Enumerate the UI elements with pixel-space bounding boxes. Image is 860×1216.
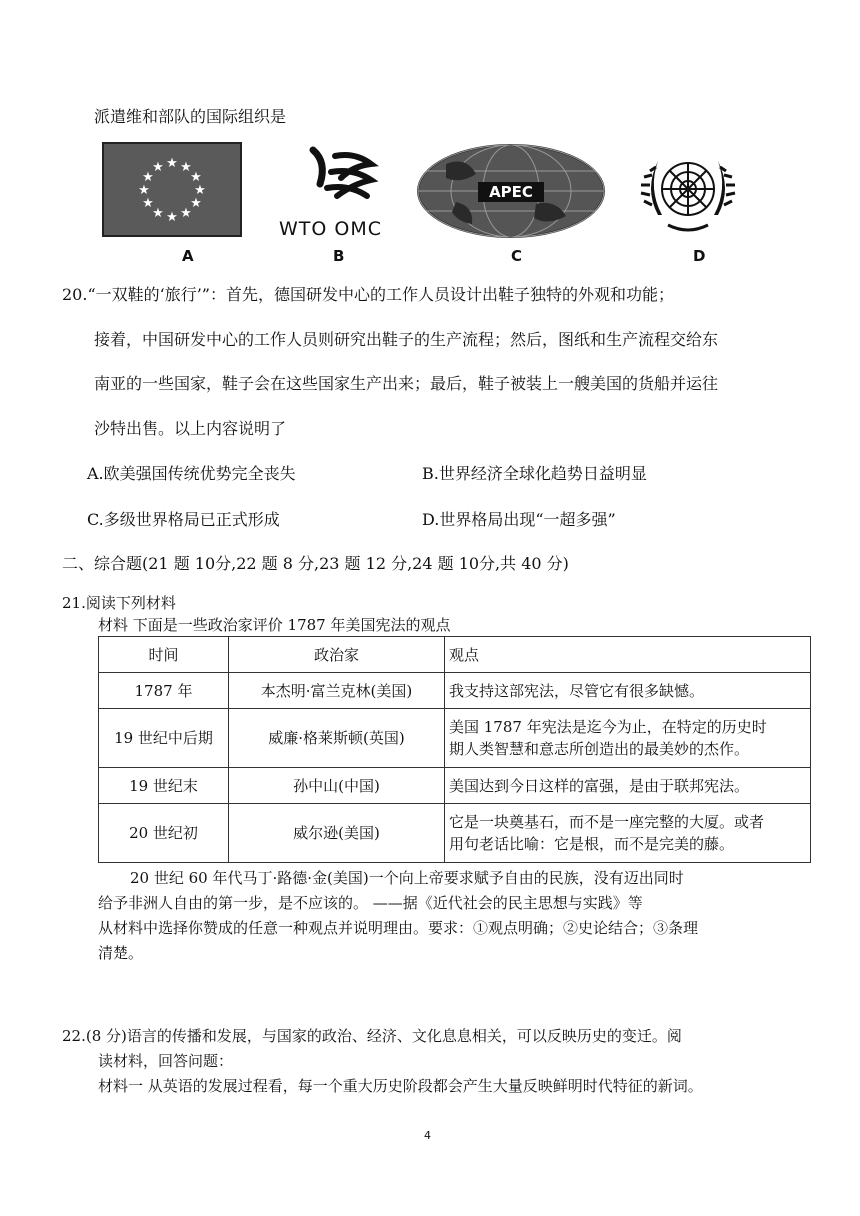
table-cell-time: 19 世纪末 <box>99 768 229 804</box>
option-letter-b: B <box>333 247 345 265</box>
table-cell-view <box>445 804 811 863</box>
svg-text:★: ★ <box>138 183 150 198</box>
table-cell-view <box>445 768 811 804</box>
svg-text:★: ★ <box>142 170 154 185</box>
table-header-row <box>99 637 811 673</box>
question-20-option-b: B.世界经济全球化趋势日益明显 <box>422 464 647 483</box>
section-2-heading: 二、综合题(21 题 10分,22 题 8 分,23 题 12 分,24 题 10分,共 40 分) <box>62 554 569 573</box>
option-letter-c: C <box>511 247 523 265</box>
question-22-line-3: 材料一 从英语的发展过程看，每一个重大历史阶段都会产生大量反映鲜明时代特征的新词。 <box>98 1077 703 1095</box>
option-a-logo <box>102 142 242 237</box>
question-21-after-line-2: 给予非洲人自由的第一步，是不应该的。 ——据《近代社会的民主思想与实践》等 <box>98 894 643 912</box>
table-cell-person: 威廉·格莱斯顿(英国) <box>229 709 445 768</box>
question-20-option-c: C.多级世界格局已正式形成 <box>87 510 280 529</box>
apec-logo-text: APEC <box>489 183 533 201</box>
table-cell-time: 20 世纪初 <box>99 804 229 863</box>
table-cell-person: 威尔逊(美国) <box>229 804 445 863</box>
question-21-title: 21.阅读下列材料 <box>62 594 176 612</box>
table-cell-time: 19 世纪中后期 <box>99 709 229 768</box>
eu-flag-icon <box>102 142 242 237</box>
option-d-logo <box>638 145 738 240</box>
view-line: 它是一块奠基石，而不是一座完整的大厦。或者 <box>449 813 765 831</box>
page-number: 4 <box>424 1129 431 1142</box>
view-line: 我支持这部宪法，尽管它有很多缺憾。 <box>449 681 705 700</box>
un-emblem-icon <box>638 145 738 240</box>
svg-text:★: ★ <box>142 196 154 211</box>
table-cell-view <box>445 673 811 709</box>
table-cell-person: 本杰明·富兰克林(美国) <box>229 673 445 709</box>
table-row <box>99 768 811 804</box>
constitution-views-table <box>98 636 811 863</box>
svg-text:★: ★ <box>194 183 206 198</box>
wto-logo-icon <box>275 142 415 202</box>
view-line: 美国达到今日这样的富强，是由于联邦宪法。 <box>449 776 750 795</box>
question-22-line-2: 读材料，回答问题： <box>98 1052 234 1070</box>
question-19-tail: 派遣维和部队的国际组织是 <box>94 107 287 126</box>
question-21-material: 材料 下面是一些政治家评价 1787 年美国宪法的观点 <box>98 616 451 634</box>
table-cell-view <box>445 709 811 768</box>
option-letter-d: D <box>693 247 706 265</box>
view-line: 美国 1787 年宪法是迄今为止，在特定的历史时 <box>449 718 767 736</box>
svg-text:★: ★ <box>166 210 178 225</box>
table-header-view: 观点 <box>445 637 811 673</box>
table-row <box>99 804 811 863</box>
svg-text:★: ★ <box>180 160 192 175</box>
question-20-line-2: 接着，中国研发中心的工作人员则研究出鞋子的生产流程；然后，图纸和生产流程交给东 <box>94 330 719 349</box>
svg-text:★: ★ <box>190 196 202 211</box>
table-cell-time: 1787 年 <box>99 673 229 709</box>
question-20-line-1: 20.“一双鞋的‘旅行’”：首先，德国研发中心的工作人员设计出鞋子独特的外观和功能； <box>62 285 674 304</box>
wto-logo-text: WTO OMC <box>279 218 383 240</box>
question-20-option-d: D.世界格局出现“一超多强” <box>422 510 616 529</box>
table-cell-person: 孙中山(中国) <box>229 768 445 804</box>
question-21-after-line-1: 20 世纪 60 年代马丁·路德·金(美国)一个向上帝要求赋予自由的民族，没有迈出同时 <box>130 869 684 887</box>
table-header-person: 政治家 <box>229 637 445 673</box>
table-row <box>99 709 811 768</box>
view-line: 用句老话比喻：它是根，而不是完美的藤。 <box>449 835 735 853</box>
question-22-line-1: 22.(8 分)语言的传播和发展，与国家的政治、经济、文化息息相关，可以反映历史的变迁。阅 <box>62 1027 682 1045</box>
question-20-line-4: 沙特出售。以上内容说明了 <box>94 419 287 438</box>
table-row <box>99 673 811 709</box>
svg-text:★: ★ <box>152 206 164 221</box>
table-header-time: 时间 <box>99 637 229 673</box>
option-b-logo <box>275 142 415 242</box>
question-20-line-3: 南亚的一些国家，鞋子会在这些国家生产出来；最后，鞋子被装上一艘美国的货船并运往 <box>94 374 719 393</box>
option-letter-a: A <box>182 247 194 265</box>
option-c-logo <box>416 144 606 239</box>
svg-text:★: ★ <box>180 206 192 221</box>
question-21-after-line-3: 从材料中选择你赞成的任意一种观点并说明理由。要求：①观点明确；②史论结合；③条理 <box>98 919 699 937</box>
svg-text:★: ★ <box>190 170 202 185</box>
svg-text:★: ★ <box>166 156 178 171</box>
svg-text:★: ★ <box>152 160 164 175</box>
question-21-after-line-4: 清楚。 <box>98 944 144 962</box>
question-20-option-a: A.欧美强国传统优势完全丧失 <box>87 464 296 483</box>
view-line: 期人类智慧和意志所创造出的最美妙的杰作。 <box>449 740 750 758</box>
